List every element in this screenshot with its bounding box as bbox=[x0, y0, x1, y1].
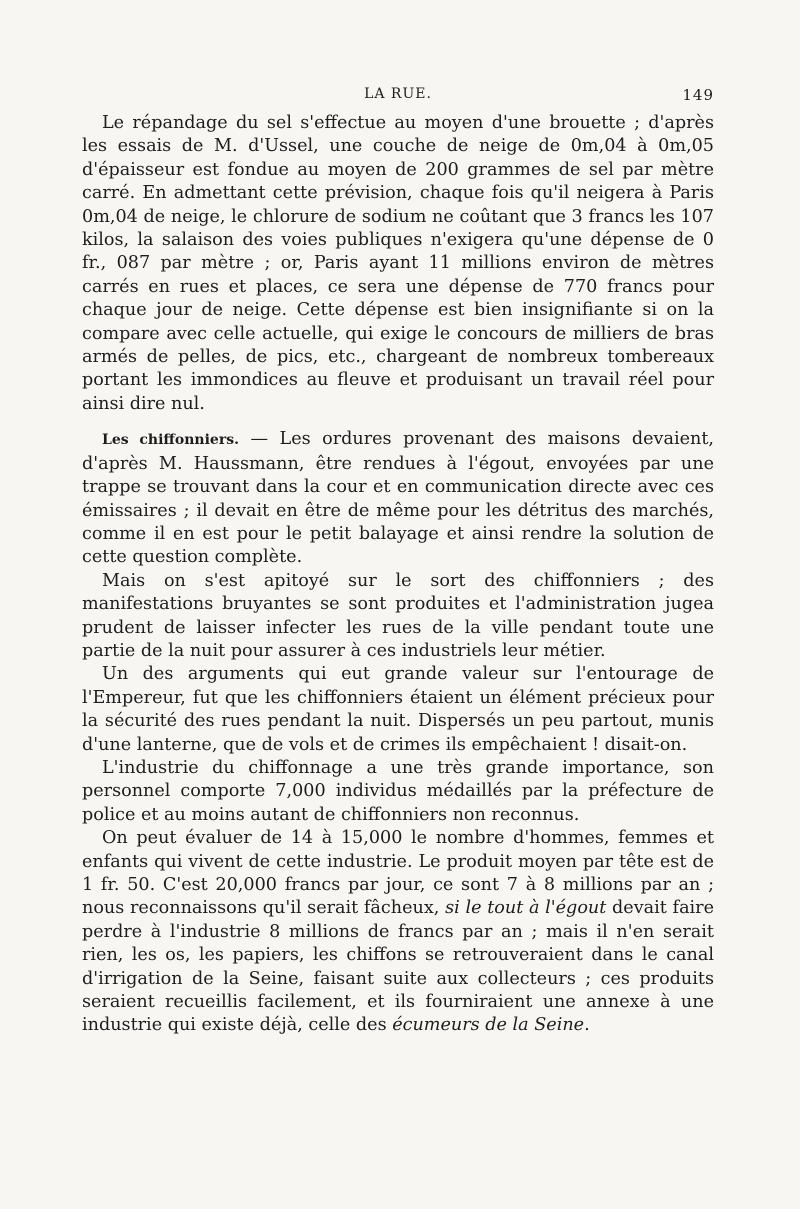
paragraph: Mais on s'est apitoyé sur le sort des chiffonniers ; des manifestations bruyantes se sont produites et l'administration jugea prudent de laisser infecter les rues de la ville pendant toute une partie de la nuit pour assurer à ces industriels leur métier. bbox=[82, 570, 714, 661]
running-header bbox=[82, 86, 714, 112]
paragraph: L'industrie du chiffonnage a une très grande importance, son personnel comporte 7,000 individus médaillés par la préfecture de police et au moins autant de chiffonniers non reconnus. bbox=[82, 757, 714, 825]
paragraph-text: — Les ordures provenant des maisons devaient, d'après M. Haussmann, être rendues à l'égout, envoyées par une trappe se trouvant dans la cour et en communication directe avec ces émissaires ; il devait en être de même pour les détritus des marchés, comme il en est pour le petit balayage et ainsi rendre la solution de cette question complète. bbox=[82, 429, 714, 568]
paragraph-text: . bbox=[584, 1015, 590, 1036]
page-content bbox=[82, 86, 714, 1038]
page-number: 149 bbox=[682, 86, 714, 104]
italic-phrase: écumeurs de la Seine bbox=[392, 1015, 585, 1036]
body-text bbox=[82, 112, 714, 1038]
paragraph: Un des arguments qui eut grande valeur sur l'entourage de l'Empereur, fut que les chiffonniers étaient un élément précieux pour la sécurité des rues pendant la nuit. Dispersés un peu partout, munis d'une lanterne, que de vols et de crimes ils empêchaient ! disait-on. bbox=[82, 664, 714, 755]
paragraph-text: devait faire perdre à l'industrie 8 millions de francs par an ; mais il n'en serait rien, les os, les papiers, les chiffons se retrouveraient dans le canal d'irrigation de la Seine, faisant suite aux collecteurs ; ces produits seraient recueillis facilement, et ils fourniraient une annexe à une industrie qui existe déjà, celle des bbox=[82, 898, 715, 1036]
italic-phrase: si le tout à l'égout bbox=[445, 898, 607, 919]
paragraph bbox=[82, 827, 714, 1038]
paragraph-text: On peut évaluer de 14 à 15,000 le nombre d'hommes, femmes et enfants qui vivent de cette industrie. Le produit moyen par tête est de 1 fr. 50. C'est 20,000 francs par jour, ce sont 7 à 8 millions par an ; nous reconnaissons qu'il serait fâcheux, bbox=[82, 828, 714, 919]
section-heading: Les chiffonniers. bbox=[102, 432, 239, 449]
running-title: LA RUE. bbox=[364, 86, 432, 102]
paragraph bbox=[82, 428, 714, 569]
paragraph: Le répandage du sel s'effectue au moyen d'une brouette ; d'après les essais de M. d'Ussel, une couche de neige de 0m,04 à 0m,05 d'épaisseur est fondue au moyen de 200 grammes de sel par mètre carré. En admettant cette prévision, chaque fois qu'il neigera à Paris 0m,04 de neige, le chlorure de sodium ne coûtant que 3 francs les 107 kilos, la salaison des voies publiques n'exigera qu'une dépense de 0 fr., 087 par mètre ; or, Paris ayant 11 millions environ de mètres carrés en rues et places, ce sera une dépense de 770 francs pour chaque jour de neige. Cette dépense est bien insignifiante si on la compare avec celle actuelle, qui exige le concours de milliers de bras armés de pelles, de pics, etc., chargeant de nombreux tombereaux portant les immondices au fleuve et produisant un travail réel pour ainsi dire nul. bbox=[82, 113, 714, 414]
